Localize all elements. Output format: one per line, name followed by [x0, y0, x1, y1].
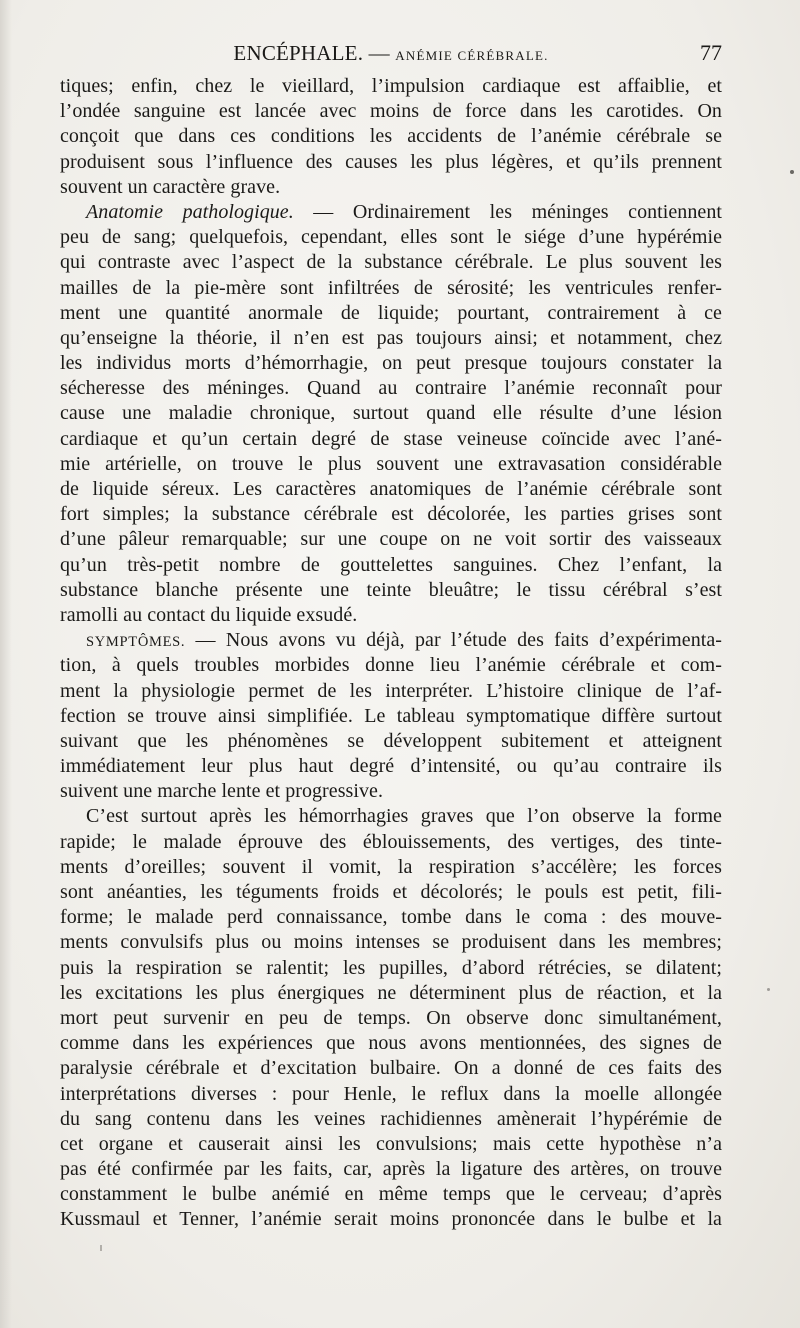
text-line: d’une pâleur remarquable; sur une coupe on ne voit sortir des vaisseaux	[60, 528, 722, 551]
running-head-section: ANÉMIE CÉRÉBRALE.	[395, 48, 549, 63]
section-heading-anatomie: Anatomie pathologique.	[86, 200, 294, 223]
text-line: ment une quantité anormale de liquide; pourtant, contrairement à ce	[60, 301, 722, 324]
text-line: produisent sous l’influence des causes les plus légères, et qu’ils prennent	[60, 150, 722, 173]
text-line: qui contraste avec l’aspect de la substance cérébrale. Le plus souvent les	[60, 251, 722, 274]
text-line: immédiatement leur plus haut degré d’intensité, ou qu’au contraire ils	[60, 755, 722, 778]
text-line: tiques; enfin, chez le vieillard, l’impulsion cardiaque est affaiblie, et	[60, 75, 722, 97]
text-line: substance blanche présente une teinte bleuâtre; le tissu cérébral s’est	[60, 578, 722, 601]
text-line: ments d’oreilles; souvent il vomit, la respiration s’accélère; les forces	[60, 855, 722, 878]
text-line: constamment le bulbe anémié en même temps que le cerveau; d’après	[60, 1183, 722, 1206]
text-line: de liquide séreux. Les caractères anatomiques de l’anémie cérébrale sont	[60, 478, 722, 500]
text-line: sont anéanties, les téguments froids et décolorés; le pouls est petit, fili-	[60, 881, 722, 903]
text-line: qu’enseigne la théorie, il n’en est pas toujours ainsi; et notamment, chez	[60, 326, 722, 349]
text-line: rapide; le malade éprouve des éblouissements, des vertiges, des tinte-	[60, 830, 722, 853]
text-fragment: — Nous avons vu déjà, par l’étude des faits d’expérimenta-	[185, 629, 722, 652]
running-head	[60, 36, 722, 70]
text-line: pas été confirmée par les faits, car, après la ligature des artères, on trouve	[60, 1158, 722, 1181]
paragraph-anatomie	[60, 200, 722, 628]
text-line: C’est surtout après les hémorrhagies graves que l’on observe la forme	[86, 805, 722, 828]
text-line: cause une maladie chronique, surtout quand elle résulte d’une lésion	[60, 402, 722, 425]
section-heading-symptomes: SYMPTÔMES.	[86, 634, 186, 651]
text-line: fection se trouve ainsi simplifiée. Le tableau symptomatique diffère surtout	[60, 704, 722, 727]
text-line: puis la respiration se ralentit; les pupilles, d’abord rétrécies, se dilatent;	[60, 956, 722, 979]
text-line: mailles de la pie-mère sont infiltrées de sérosité; les ventricules renfer-	[60, 276, 722, 299]
body-text	[60, 74, 722, 1233]
text-line: cardiaque et qu’un certain degré de stase veineuse coïncide avec l’ané-	[60, 427, 722, 450]
text-line: interprétations diverses : pour Henle, le reflux dans la moelle allongée	[60, 1082, 722, 1105]
text-line: qu’un très-petit nombre de gouttelettes sanguines. Chez l’enfant, la	[60, 553, 722, 576]
page-gutter-shadow	[0, 0, 12, 1328]
text-line: suivant que les phénomènes se développent subitement et atteignent	[60, 729, 722, 752]
paragraph-continuation	[60, 74, 722, 200]
text-line-with-heading	[60, 200, 722, 225]
text-line: les excitations les plus énergiques ne déterminent plus de réaction, et la	[60, 981, 722, 1004]
text-fragment: — Ordinairement les méninges contiennent	[293, 200, 722, 223]
page-number: 77	[700, 40, 722, 65]
text-line: ment la physiologie permet de les interpréter. L’histoire clinique de l’af-	[60, 679, 722, 702]
text-line: sécheresse des méninges. Quand au contraire l’anémie reconnaît pour	[60, 377, 722, 400]
text-line-with-heading	[60, 628, 722, 653]
text-line: peu de sang; quelquefois, cependant, elles sont le siége d’une hypérémie	[60, 226, 722, 249]
text-line: souvent un caractère grave.	[60, 175, 281, 198]
paragraph-symptomes	[60, 628, 722, 804]
margin-speck	[790, 170, 794, 174]
text-line: forme; le malade perd connaissance, tombe dans le coma : des mouve-	[60, 906, 722, 929]
text-line: les individus morts d’hémorrhagie, on peut presque toujours constater la	[60, 352, 722, 375]
running-head-title	[60, 36, 722, 73]
text-line: conçoit que dans ces conditions les accidents de l’anémie cérébrale se	[60, 125, 722, 148]
text-line: cet organe et causerait ainsi les convulsions; mais cette hypothèse n’a	[60, 1132, 722, 1155]
text-line: suivent une marche lente et progressive.	[60, 780, 383, 803]
text-line: ramolli au contact du liquide exsudé.	[60, 603, 358, 626]
text-line: comme dans les expériences que nous avons mentionnées, des signes de	[60, 1032, 722, 1055]
text-line: du sang contenu dans les veines rachidiennes amènerait l’hypérémie de	[60, 1107, 722, 1130]
margin-mark	[100, 1245, 102, 1251]
text-line: ments convulsifs plus ou moins intenses se produisent dans les membres;	[60, 931, 722, 954]
margin-speck	[767, 988, 770, 991]
text-line: fort simples; la substance cérébrale est décolorée, les parties grises sont	[60, 503, 722, 526]
text-line: tion, à quels troubles morbides donne lieu l’anémie cérébrale et com-	[60, 654, 722, 677]
text-line: Kussmaul et Tenner, l’anémie serait moins prononcée dans le bulbe et la	[60, 1208, 722, 1231]
running-head-chapter: ENCÉPHALE. —	[233, 41, 390, 65]
paragraph-forme-rapide	[60, 804, 722, 1232]
text-line: mie artérielle, on trouve le plus souvent une extravasation considérable	[60, 452, 722, 475]
text-line: paralysie cérébrale et d’excitation bulbaire. On a donné de ces faits des	[60, 1057, 722, 1080]
text-line: l’ondée sanguine est lancée avec moins de force dans les carotides. On	[60, 100, 722, 123]
text-line: mort peut survenir en peu de temps. On observe donc simultanément,	[60, 1006, 722, 1029]
